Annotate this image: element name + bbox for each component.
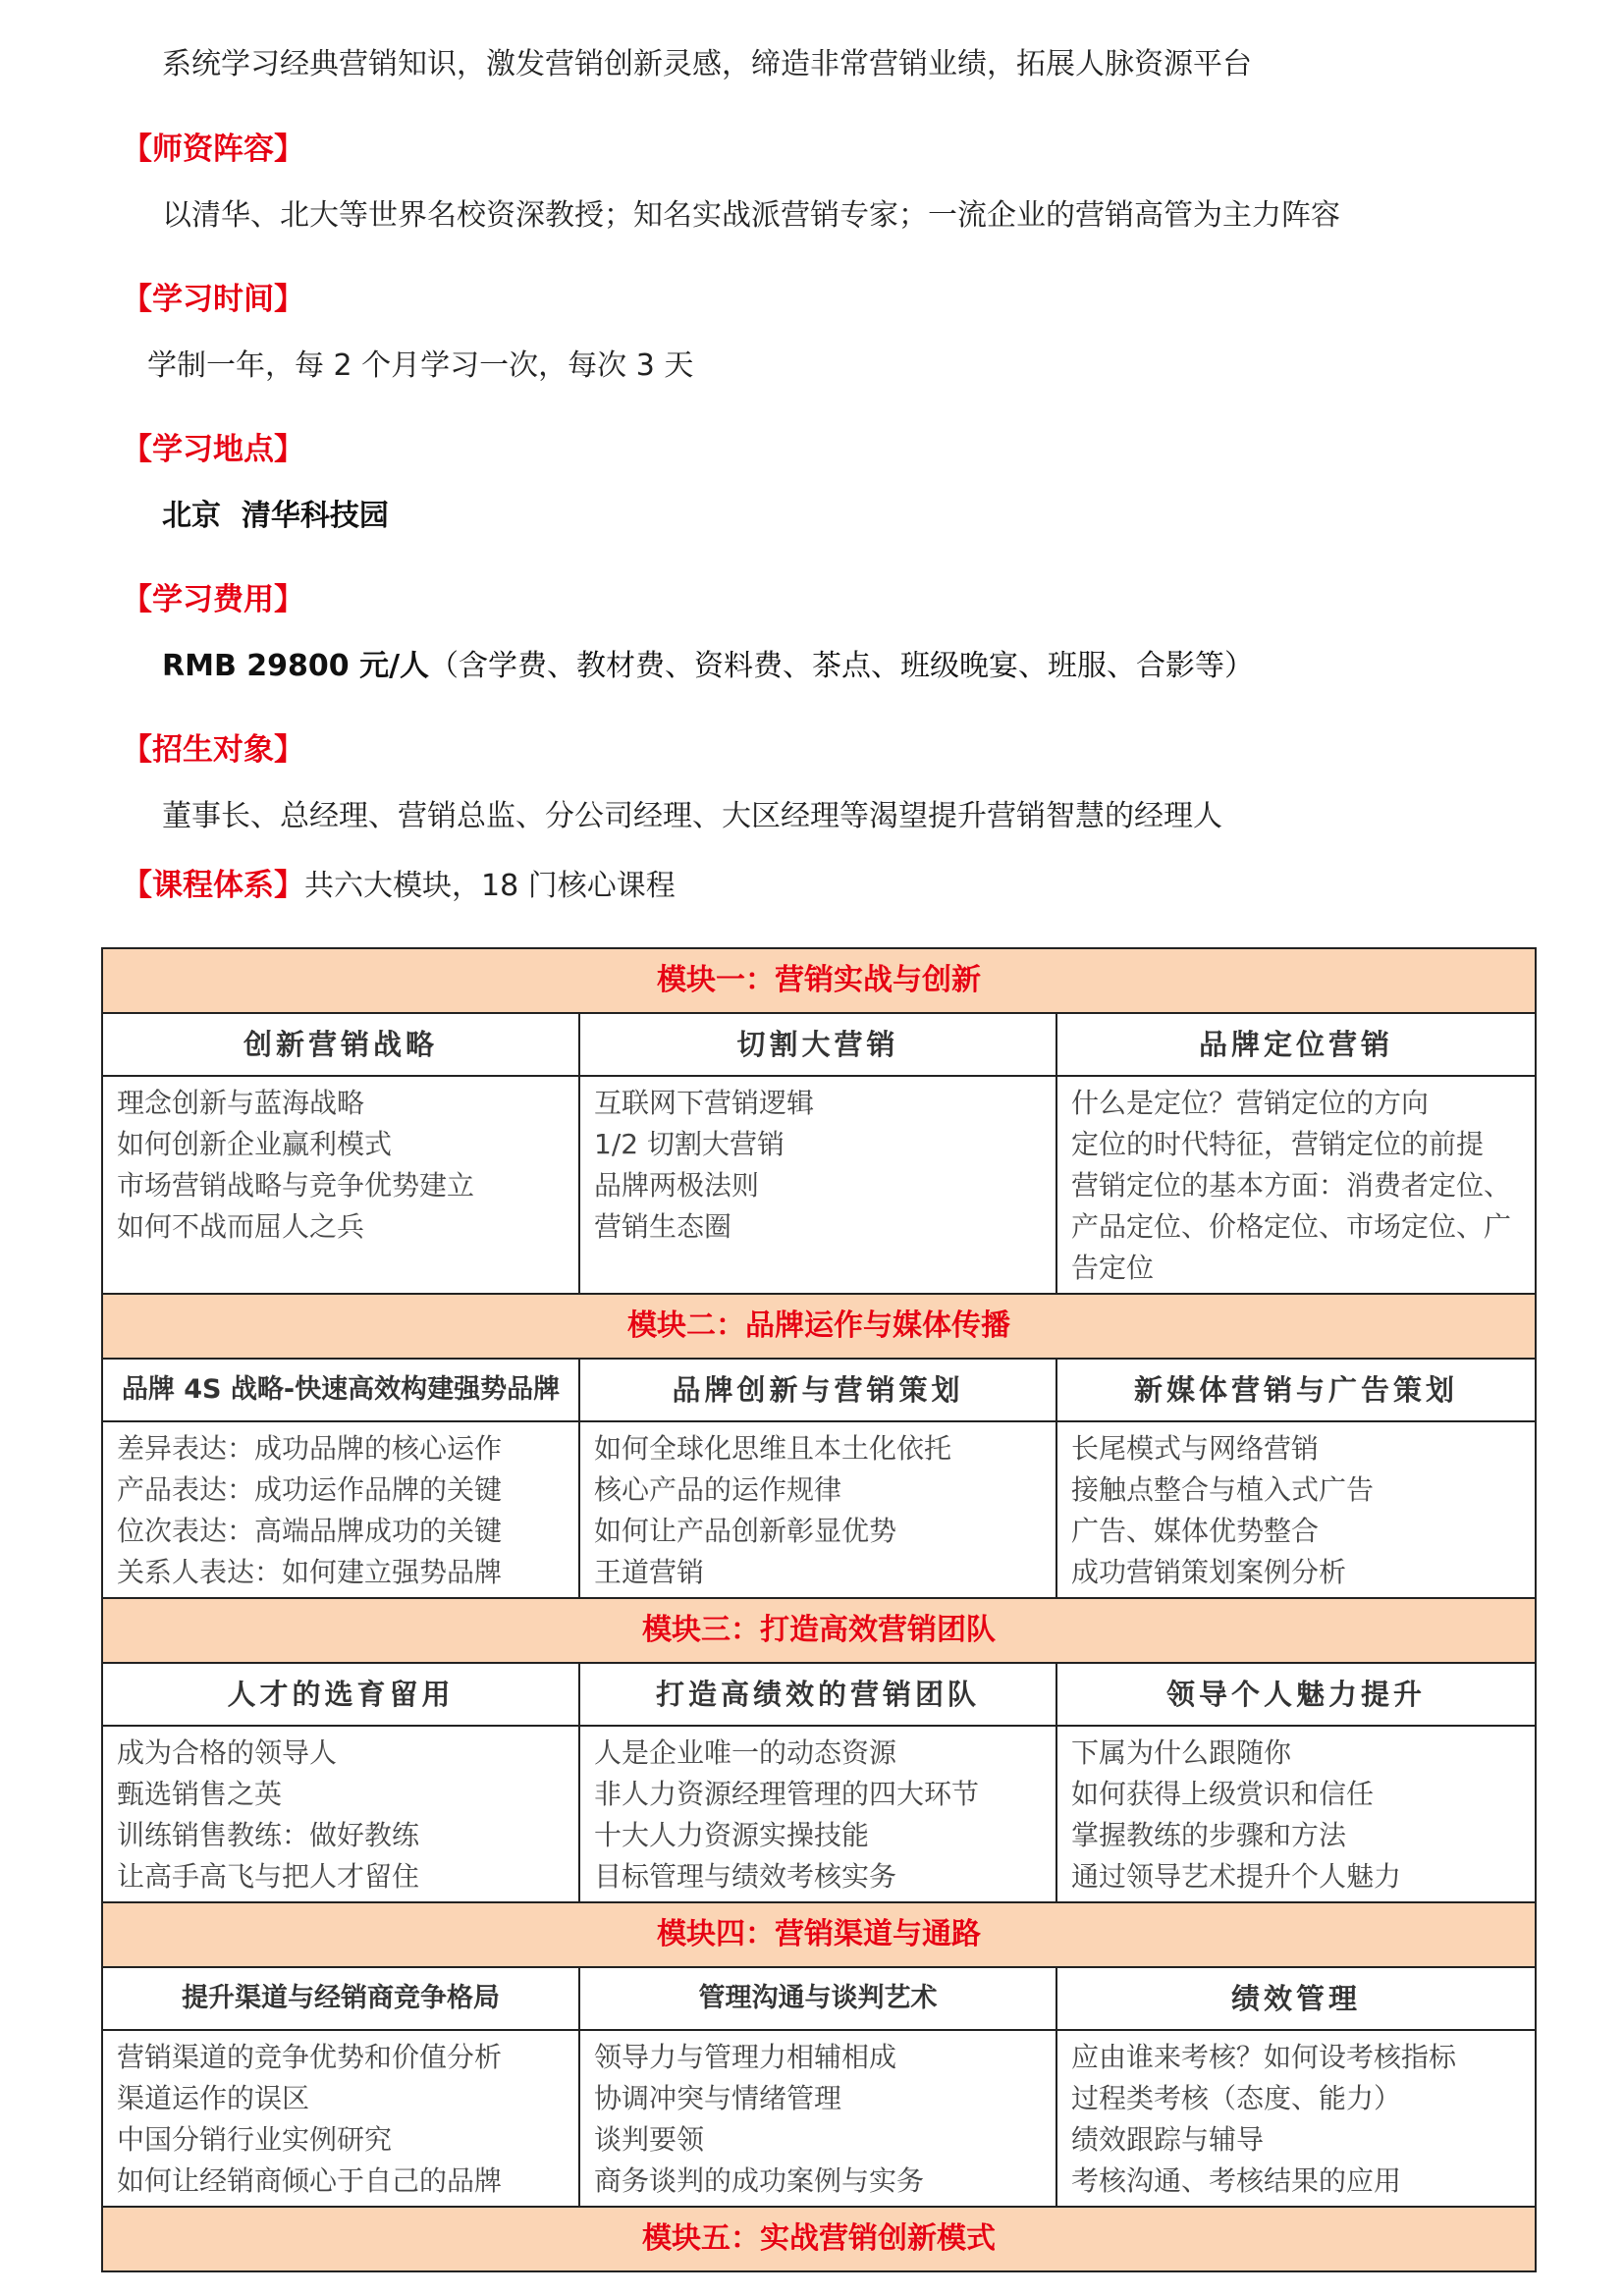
course-title: 打造高绩效的营销团队 xyxy=(579,1663,1056,1726)
course-title: 新媒体营销与广告策划 xyxy=(1056,1359,1536,1421)
section-body: 学制一年，每 2 个月学习一次，每次 3 天 xyxy=(147,348,694,383)
course-items-row xyxy=(102,2030,1536,2207)
course-items xyxy=(102,1076,579,1294)
course-items xyxy=(1056,1421,1536,1598)
section-body: 以清华、北大等世界名校资深教授；知名实战派营销专家；一流企业的营销高管为主力阵容 xyxy=(162,198,1340,233)
list-item: 定位的时代特征，营销定位的前提 xyxy=(1071,1128,1485,1160)
list-item: 如何全球化思维且本土化依托 xyxy=(594,1432,952,1465)
list-item: 营销定位的基本方面：消费者定位、产品定位、价格定位、市场定位、广告定位 xyxy=(1071,1169,1512,1284)
course-title: 品牌定位营销 xyxy=(1056,1013,1536,1076)
section-schedule xyxy=(122,278,1545,388)
course-title-row xyxy=(102,1967,1536,2030)
list-item: 差异表达：成功品牌的核心运作 xyxy=(117,1432,503,1465)
course-items xyxy=(1056,1076,1536,1294)
course-items xyxy=(579,1076,1056,1294)
list-item: 渠道运作的误区 xyxy=(117,2082,310,2114)
list-item: 让高手高飞与把人才留住 xyxy=(117,1860,420,1893)
section-body: 北京 清华科技园 xyxy=(162,499,389,533)
list-item: 营销生态圈 xyxy=(594,1210,732,1243)
section-audience xyxy=(122,728,1545,838)
module-title: 模块三：打造高效营销团队 xyxy=(102,1598,1536,1663)
list-item: 接触点整合与植入式广告 xyxy=(1071,1473,1375,1506)
list-item: 1/2 切割大营销 xyxy=(594,1128,785,1160)
module-title: 模块二：品牌运作与媒体传播 xyxy=(102,1294,1536,1359)
module-header-row xyxy=(102,1598,1536,1663)
list-item: 如何让经销商倾心于自己的品牌 xyxy=(117,2164,503,2197)
section-title: 【师资阵容】 xyxy=(122,132,304,167)
list-item: 关系人表达：如何建立强势品牌 xyxy=(117,1556,503,1588)
list-item: 甄选销售之英 xyxy=(117,1778,283,1810)
fee-note: （含学费、教材费、资料费、茶点、班级晚宴、班服、合影等） xyxy=(429,649,1255,683)
list-item: 掌握教练的步骤和方法 xyxy=(1071,1819,1347,1851)
section-title: 【学习时间】 xyxy=(122,282,304,317)
section-fee xyxy=(122,578,1545,688)
module-title: 模块一：营销实战与创新 xyxy=(102,948,1536,1013)
course-title-row xyxy=(102,1359,1536,1421)
course-items xyxy=(579,1421,1056,1598)
list-item: 协调冲突与情绪管理 xyxy=(594,2082,842,2114)
list-item: 目标管理与绩效考核实务 xyxy=(594,1860,897,1893)
module-header-row xyxy=(102,2207,1536,2271)
fee-amount: RMB 29800 元/人 xyxy=(162,649,430,683)
section-body xyxy=(122,645,1545,688)
list-item: 王道营销 xyxy=(594,1556,705,1588)
list-item: 市场营销战略与竞争优势建立 xyxy=(117,1169,475,1201)
list-item: 谈判要领 xyxy=(594,2123,705,2156)
section-body: 董事长、总经理、营销总监、分公司经理、大区经理等渴望提升营销智慧的经理人 xyxy=(162,799,1222,833)
list-item: 商务谈判的成功案例与实务 xyxy=(594,2164,925,2197)
list-item: 如何创新企业赢利模式 xyxy=(117,1128,393,1160)
course-items xyxy=(1056,1726,1536,1902)
module-header-row xyxy=(102,948,1536,1013)
list-item: 理念创新与蓝海战略 xyxy=(117,1087,365,1119)
course-items xyxy=(579,1726,1056,1902)
list-item: 互联网下营销逻辑 xyxy=(594,1087,815,1119)
curriculum-summary: 共六大模块，18 门核心课程 xyxy=(304,869,676,903)
section-title: 【学习地点】 xyxy=(122,432,304,467)
list-item: 如何获得上级赏识和信任 xyxy=(1071,1778,1375,1810)
list-item: 通过领导艺术提升个人魅力 xyxy=(1071,1860,1402,1893)
list-item: 考核沟通、考核结果的应用 xyxy=(1071,2164,1402,2197)
list-item: 人是企业唯一的动态资源 xyxy=(594,1736,897,1769)
curriculum-table xyxy=(101,947,1537,2272)
section-title: 【课程体系】 xyxy=(122,868,304,903)
course-items xyxy=(579,2030,1056,2207)
course-title: 人才的选育留用 xyxy=(102,1663,579,1726)
course-title-row xyxy=(102,1013,1536,1076)
list-item: 应由谁来考核？如何设考核指标 xyxy=(1071,2041,1457,2073)
module-title: 模块四：营销渠道与通路 xyxy=(102,1902,1536,1967)
list-item: 十大人力资源实操技能 xyxy=(594,1819,870,1851)
section-location xyxy=(122,428,1545,538)
section-faculty xyxy=(122,128,1545,238)
list-item: 训练销售教练：做好教练 xyxy=(117,1819,420,1851)
course-items xyxy=(102,2030,579,2207)
course-title: 创新营销战略 xyxy=(102,1013,579,1076)
list-item: 成功营销策划案例分析 xyxy=(1071,1556,1347,1588)
section-title: 【学习费用】 xyxy=(122,582,304,617)
course-items xyxy=(1056,2030,1536,2207)
list-item: 产品表达：成功运作品牌的关键 xyxy=(117,1473,503,1506)
course-items-row xyxy=(102,1726,1536,1902)
module-header-row xyxy=(102,1902,1536,1967)
list-item: 领导力与管理力相辅相成 xyxy=(594,2041,897,2073)
list-item: 成为合格的领导人 xyxy=(117,1736,338,1769)
course-title: 提升渠道与经销商竞争格局 xyxy=(102,1967,579,2030)
list-item: 核心产品的运作规律 xyxy=(594,1473,842,1506)
course-title-row xyxy=(102,1663,1536,1726)
course-items xyxy=(102,1726,579,1902)
course-title: 品牌创新与营销策划 xyxy=(579,1359,1056,1421)
module-title: 模块五：实战营销创新模式 xyxy=(102,2207,1536,2271)
list-item: 绩效跟踪与辅导 xyxy=(1071,2123,1265,2156)
course-title: 绩效管理 xyxy=(1056,1967,1536,2030)
course-items xyxy=(102,1421,579,1598)
list-item: 过程类考核（态度、能力） xyxy=(1071,2082,1402,2114)
list-item: 非人力资源经理管理的四大环节 xyxy=(594,1778,980,1810)
list-item: 位次表达：高端品牌成功的关键 xyxy=(117,1515,503,1547)
course-title: 领导个人魅力提升 xyxy=(1056,1663,1536,1726)
list-item: 如何让产品创新彰显优势 xyxy=(594,1515,897,1547)
list-item: 长尾模式与网络营销 xyxy=(1071,1432,1320,1465)
section-title: 【招生对象】 xyxy=(122,732,304,768)
course-items-row xyxy=(102,1421,1536,1598)
list-item: 如何不战而屈人之兵 xyxy=(117,1210,365,1243)
course-title: 管理沟通与谈判艺术 xyxy=(579,1967,1056,2030)
list-item: 品牌两极法则 xyxy=(594,1169,760,1201)
section-curriculum xyxy=(122,864,1545,907)
list-item: 营销渠道的竞争优势和价值分析 xyxy=(117,2041,503,2073)
course-title: 切割大营销 xyxy=(579,1013,1056,1076)
program-intro: 系统学习经典营销知识，激发营销创新灵感，缔造非常营销业绩，拓展人脉资源平台 xyxy=(162,47,1252,81)
module-header-row xyxy=(102,1294,1536,1359)
list-item: 下属为什么跟随你 xyxy=(1071,1736,1292,1769)
list-item: 广告、媒体优势整合 xyxy=(1071,1515,1320,1547)
list-item: 什么是定位？营销定位的方向 xyxy=(1071,1087,1430,1119)
list-item: 中国分销行业实例研究 xyxy=(117,2123,393,2156)
course-items-row xyxy=(102,1076,1536,1294)
course-title: 品牌 4S 战略-快速高效构建强势品牌 xyxy=(102,1359,579,1421)
